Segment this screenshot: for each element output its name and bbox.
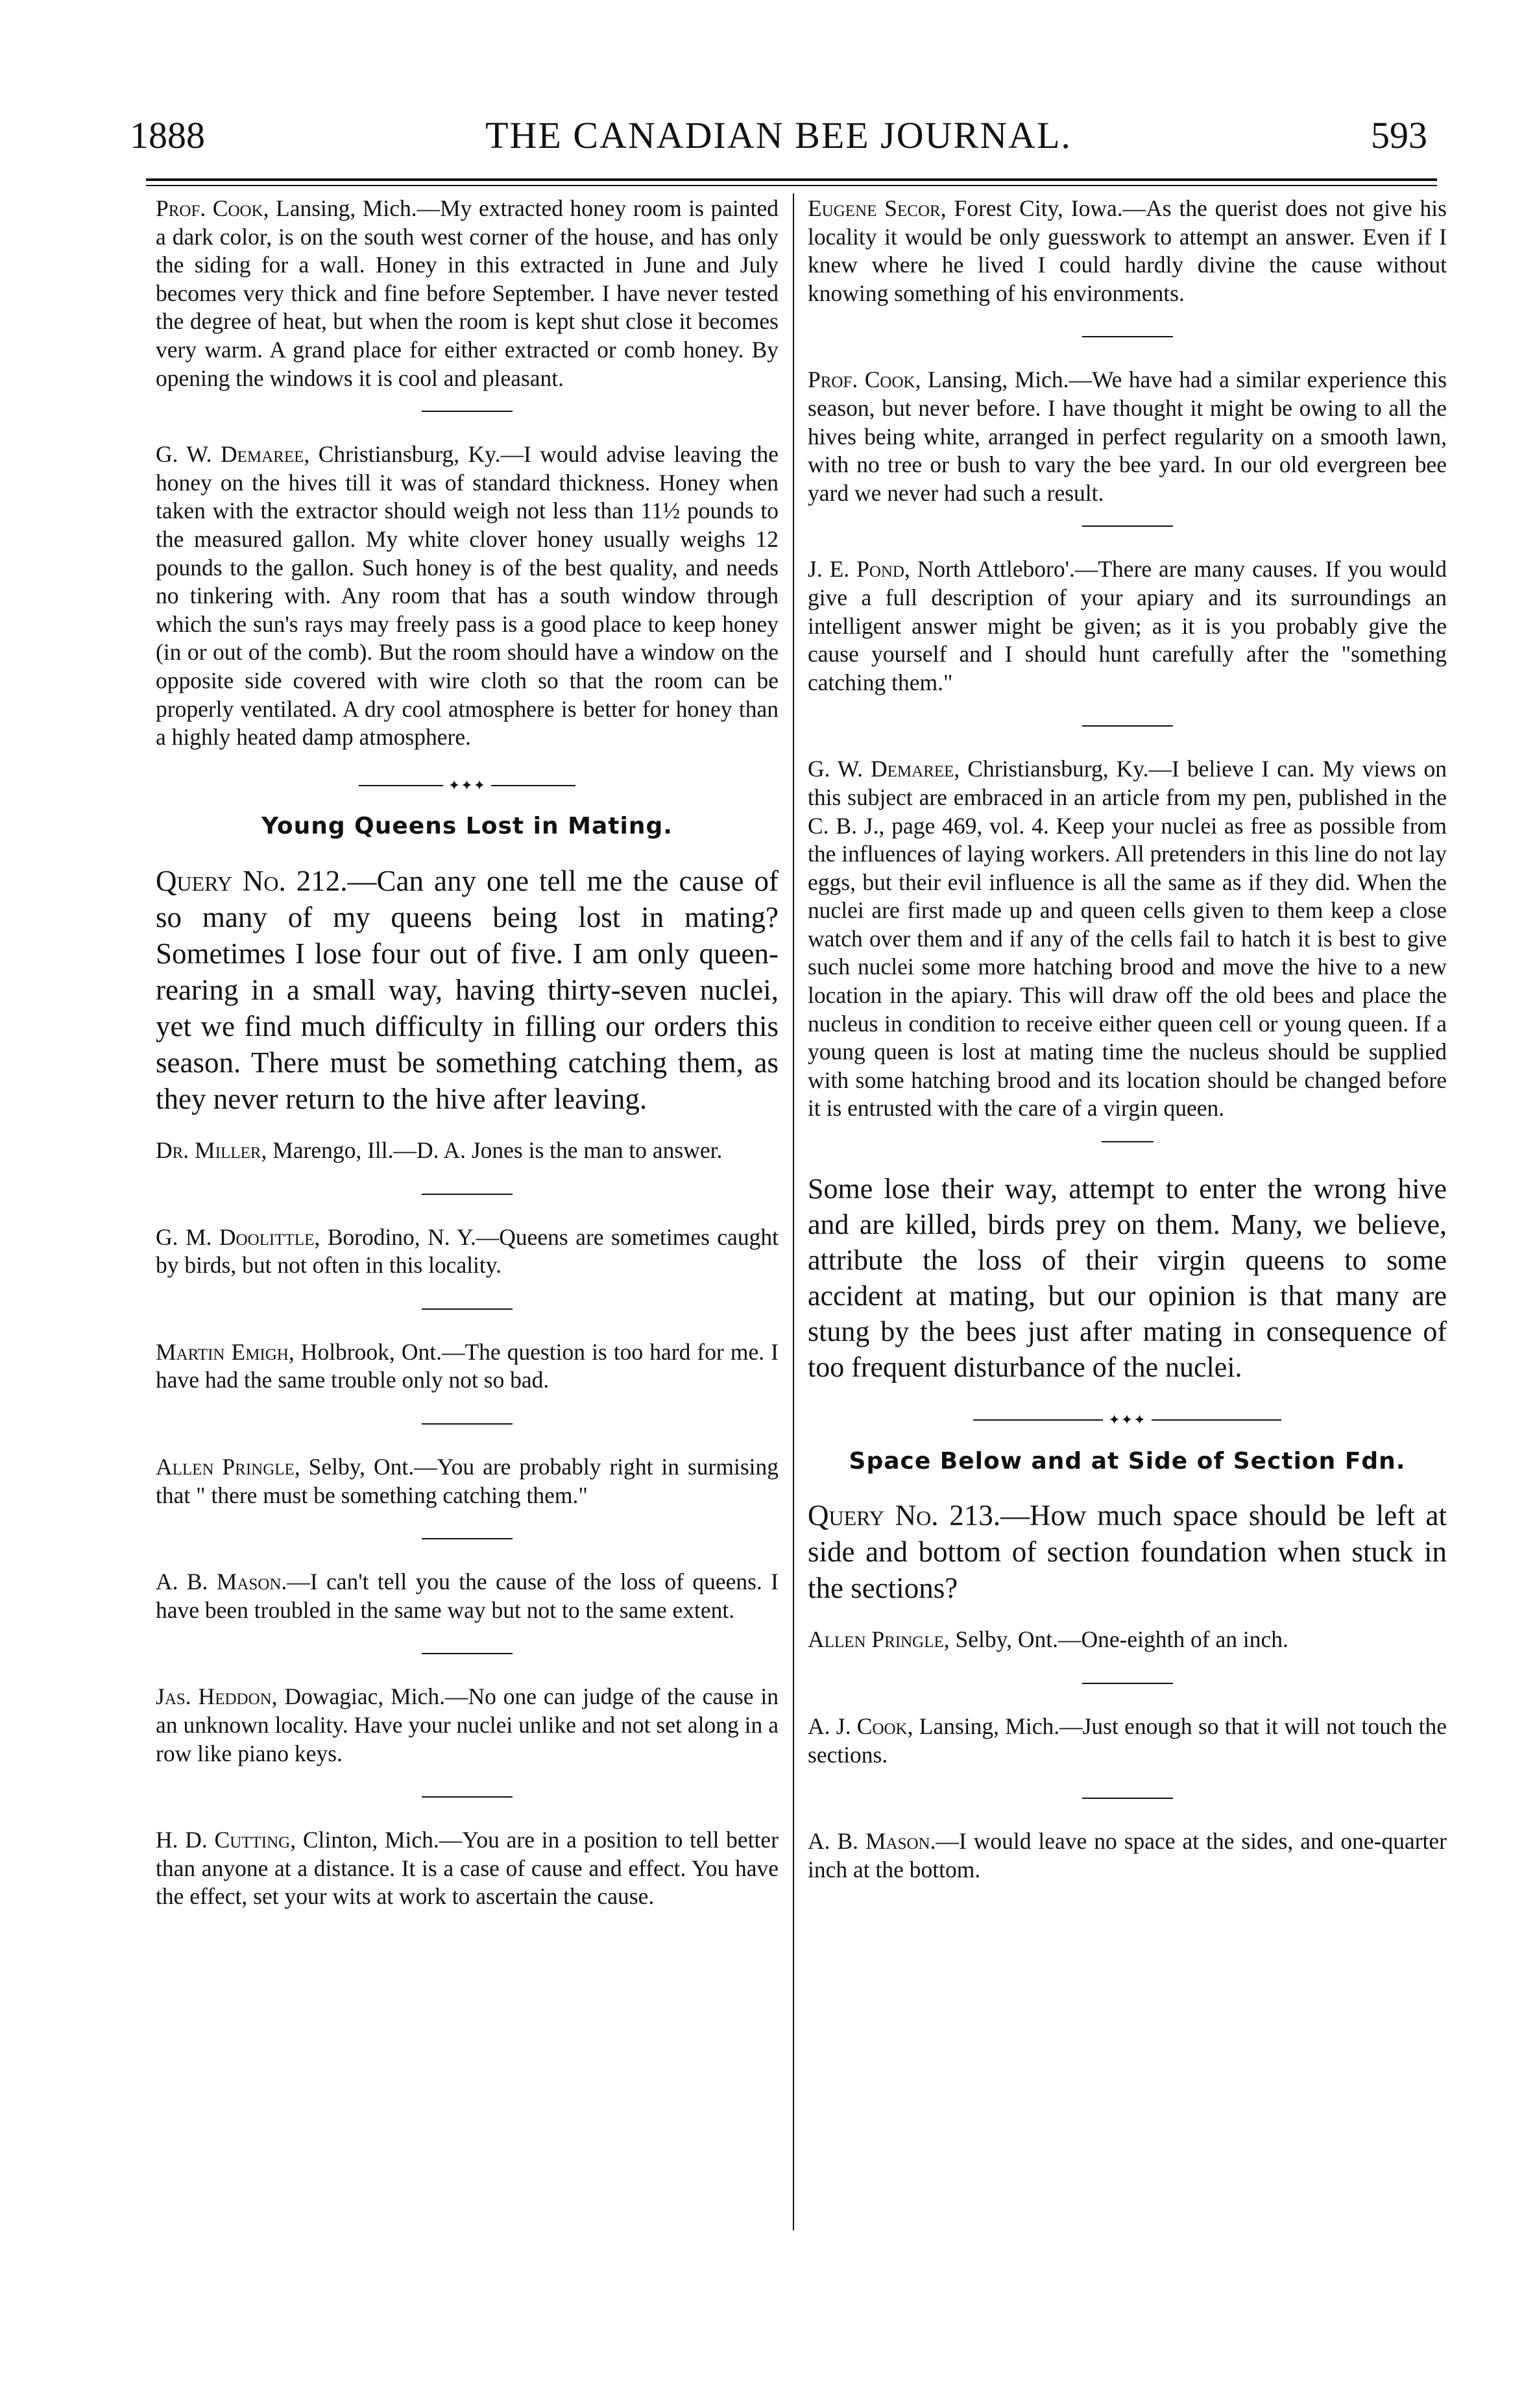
separator-rule bbox=[422, 1653, 513, 1654]
reply-author: Dr. Miller, bbox=[156, 1137, 267, 1164]
reply-author: Martin Emigh, bbox=[156, 1338, 295, 1365]
reply-author: Prof. Cook, bbox=[808, 367, 921, 393]
separator-rule bbox=[422, 1194, 513, 1195]
separator-rule bbox=[422, 1423, 513, 1425]
reply-paragraph bbox=[156, 1338, 779, 1395]
reply-author: G. W. Demaree, bbox=[808, 756, 960, 782]
separator-rule bbox=[1082, 336, 1173, 337]
separator-rule bbox=[1082, 525, 1173, 527]
reply-author: Allen Pringle, bbox=[156, 1454, 300, 1480]
reply-paragraph bbox=[156, 195, 779, 392]
reply-text: Lansing, Mich.—Just enough so that it will not touch the sections. bbox=[808, 1713, 1447, 1768]
query-label: Query No. 212. bbox=[156, 865, 348, 898]
section-title: Space Below and at Side of Section Fdn. bbox=[849, 1447, 1406, 1475]
reply-text: Lansing, Mich.—My extracted honey room is painted a dark color, is on the south west corner of the house, and has only the siding for a wall. Honey in this extracted in June and July becomes very thick and fine before September. I have never tested the degree of heat, but when the room is kept shut close it becomes very warm. A grand place for either extracted or comb honey. By opening the windows it is cool and pleasant. bbox=[156, 195, 779, 391]
reply-author: A. B. Mason. bbox=[808, 1828, 936, 1855]
reply-text: Selby, Ont.—One-eighth of an inch. bbox=[949, 1626, 1288, 1653]
separator-rule bbox=[422, 1538, 513, 1539]
reply-text: —I can't tell you the cause of the loss of queens. I have been troubled in the same way but not to the same extent. bbox=[156, 1569, 779, 1623]
reply-text: Christiansburg, Ky.—I would advise leaving the honey on the hives till it was of standard thickness. Honey when taken with the extractor should weigh not less than 11½ pounds to the measured gallon. My white clover honey usually weighs 12 pounds to the gallon. Such honey is of the best quality, and needs no tinkering with. Any room that has a south window through which the sun's rays may freely pass is a good place to keep honey (in or out of the comb). But the room should have a window on the opposite side covered with wire cloth so that the room can be properly ventilated. A dry cool atmosphere is better for honey than a highly heated damp atmosphere. bbox=[156, 441, 779, 751]
reply-author: A. J. Cook, bbox=[808, 1713, 913, 1739]
reply-author: Eugene Secor, bbox=[808, 195, 947, 221]
reply-paragraph bbox=[156, 1223, 779, 1280]
header-rule-bottom bbox=[146, 185, 1437, 186]
reply-paragraph bbox=[808, 1827, 1447, 1884]
reply-author: G. M. Doolittle, bbox=[156, 1223, 320, 1250]
page-number: 593 bbox=[1371, 114, 1427, 156]
reply-text: Lansing, Mich.—We have had a similar experience this season, but never before. I have thought it might be owing to all the hives being white, arranged in perfect regularity on a smooth lawn, with no tree or bush to vary the bee yard. In our old evergreen bee yard we never had such a result. bbox=[808, 367, 1447, 506]
query-label: Query No. 213. bbox=[808, 1499, 1000, 1532]
reply-author: A. B. Mason. bbox=[156, 1569, 287, 1595]
reply-paragraph bbox=[808, 555, 1447, 697]
separator-rule bbox=[1082, 725, 1173, 727]
separator-rule bbox=[422, 1308, 513, 1310]
column-divider bbox=[793, 193, 794, 2230]
reply-paragraph bbox=[156, 1683, 779, 1768]
section-ornament: ✦✦✦ bbox=[808, 1404, 1447, 1434]
section-title: Young Queens Lost in Mating. bbox=[261, 813, 673, 840]
reply-author: G. W. Demaree, bbox=[156, 441, 310, 468]
reply-author: Prof. Cook, bbox=[156, 195, 269, 221]
reply-text: —I would leave no space at the sides, and one-quarter inch at the bottom. bbox=[808, 1828, 1447, 1883]
query-text: —How much space should be left at side and bottom of section foundation when stuck in the sections? bbox=[808, 1499, 1447, 1605]
header-year: 1888 bbox=[130, 114, 205, 156]
query-paragraph bbox=[156, 863, 779, 1117]
reply-text: Forest City, Iowa.—As the querist does not give his locality it would be only guesswork to attempt an answer. Even if I knew where he lived I could hardly divine the cause without knowing something of his environments. bbox=[808, 195, 1447, 306]
reply-text: Borodino, N. Y.—Queens are sometimes caught by birds, but not often in this locality. bbox=[156, 1223, 779, 1279]
reply-author: Jas. Heddon, bbox=[156, 1683, 278, 1710]
page-header bbox=[130, 114, 1427, 172]
reply-text: North Attleboro'.—There are many causes. If you would give a full description of your apiary and its surroundings an intelligent answer might be given; as it is you probably give the cause yourself and I should hunt carefully after the "something catching them." bbox=[808, 556, 1447, 695]
journal-title: THE CANADIAN BEE JOURNAL. bbox=[485, 114, 1072, 156]
reply-text: Marengo, Ill.—D. A. Jones is the man to answer. bbox=[267, 1137, 723, 1164]
editorial-note: Some lose their way, attempt to enter the wrong hive and are killed, birds prey on them. Many, we believe, attribute the loss of their virgin queens to some accident at mating, but our opinion is that many are stung by the bees just after mating in consequence of too frequent disturbance of the nuclei. bbox=[808, 1173, 1447, 1384]
separator-rule bbox=[1082, 1683, 1173, 1684]
reply-paragraph bbox=[156, 1137, 779, 1165]
reply-text: Clinton, Mich.—You are in a position to tell better than anyone at a distance. It is a case of cause and effect. You have the effect, set your wits at work to ascertain the cause. bbox=[156, 1827, 779, 1910]
reply-paragraph bbox=[808, 755, 1447, 1123]
reply-paragraph bbox=[156, 1826, 779, 1911]
separator-rule bbox=[1102, 1141, 1154, 1142]
reply-text: Dowagiac, Mich.—No one can judge of the cause in an unknown locality. Have your nuclei unlike and not set along in a row like piano keys. bbox=[156, 1683, 779, 1766]
query-paragraph bbox=[808, 1497, 1447, 1606]
reply-paragraph bbox=[808, 366, 1447, 507]
reply-paragraph bbox=[808, 1713, 1447, 1769]
section-ornament: ✦✦✦ bbox=[156, 770, 779, 800]
query-text: —Can any one tell me the cause of so many of my queens being lost in mating? Sometimes I lose four out of five. I am only queen-rearing in a small way, having thirty-seven nuclei, yet we find much difficulty in filling our orders this season. There must be something catching them, as they never return to the hive after leaving. bbox=[156, 865, 779, 1116]
right-column bbox=[808, 195, 1447, 1902]
reply-paragraph bbox=[808, 195, 1447, 307]
separator-rule bbox=[422, 411, 513, 412]
reply-text: Selby, Ont.—You are probably right in surmising that " there must be something catching them." bbox=[156, 1454, 779, 1508]
reply-paragraph bbox=[808, 1626, 1447, 1654]
reply-paragraph bbox=[156, 1453, 779, 1510]
separator-rule bbox=[1082, 1798, 1173, 1799]
left-column bbox=[156, 195, 779, 1929]
reply-paragraph bbox=[156, 1568, 779, 1624]
separator-rule bbox=[422, 1796, 513, 1798]
header-rule-top bbox=[146, 178, 1437, 181]
reply-author: Allen Pringle, bbox=[808, 1626, 950, 1653]
reply-text: Christiansburg, Ky.—I believe I can. My views on this subject are embraced in an article from my pen, published in the C. B. J., page 469, vol. 4. Keep your nuclei as free as possible from the influences of laying workers. All pretenders in this line do not lay eggs, but their evil influence is all the same as if they did. When the nuclei are first made up and queen cells given to them keep a close watch over them and if any of the cells fail to hatch it is best to give such nuclei some more hatching brood and move the hive to a new location in the apiary. This will draw off the old bees and place the nucleus in condition to receive either queen cell or young queen. If a young queen is lost at mating time the nucleus should be supplied with some hatching brood and its location should be changed before it is entrusted with the care of a virgin queen. bbox=[808, 756, 1447, 1122]
reply-author: J. E. Pond, bbox=[808, 556, 910, 583]
reply-paragraph bbox=[156, 440, 779, 752]
reply-author: H. D. Cutting, bbox=[156, 1827, 296, 1853]
reply-text: Holbrook, Ont.—The question is too hard for me. I have had the same trouble only not so bad. bbox=[156, 1338, 779, 1393]
